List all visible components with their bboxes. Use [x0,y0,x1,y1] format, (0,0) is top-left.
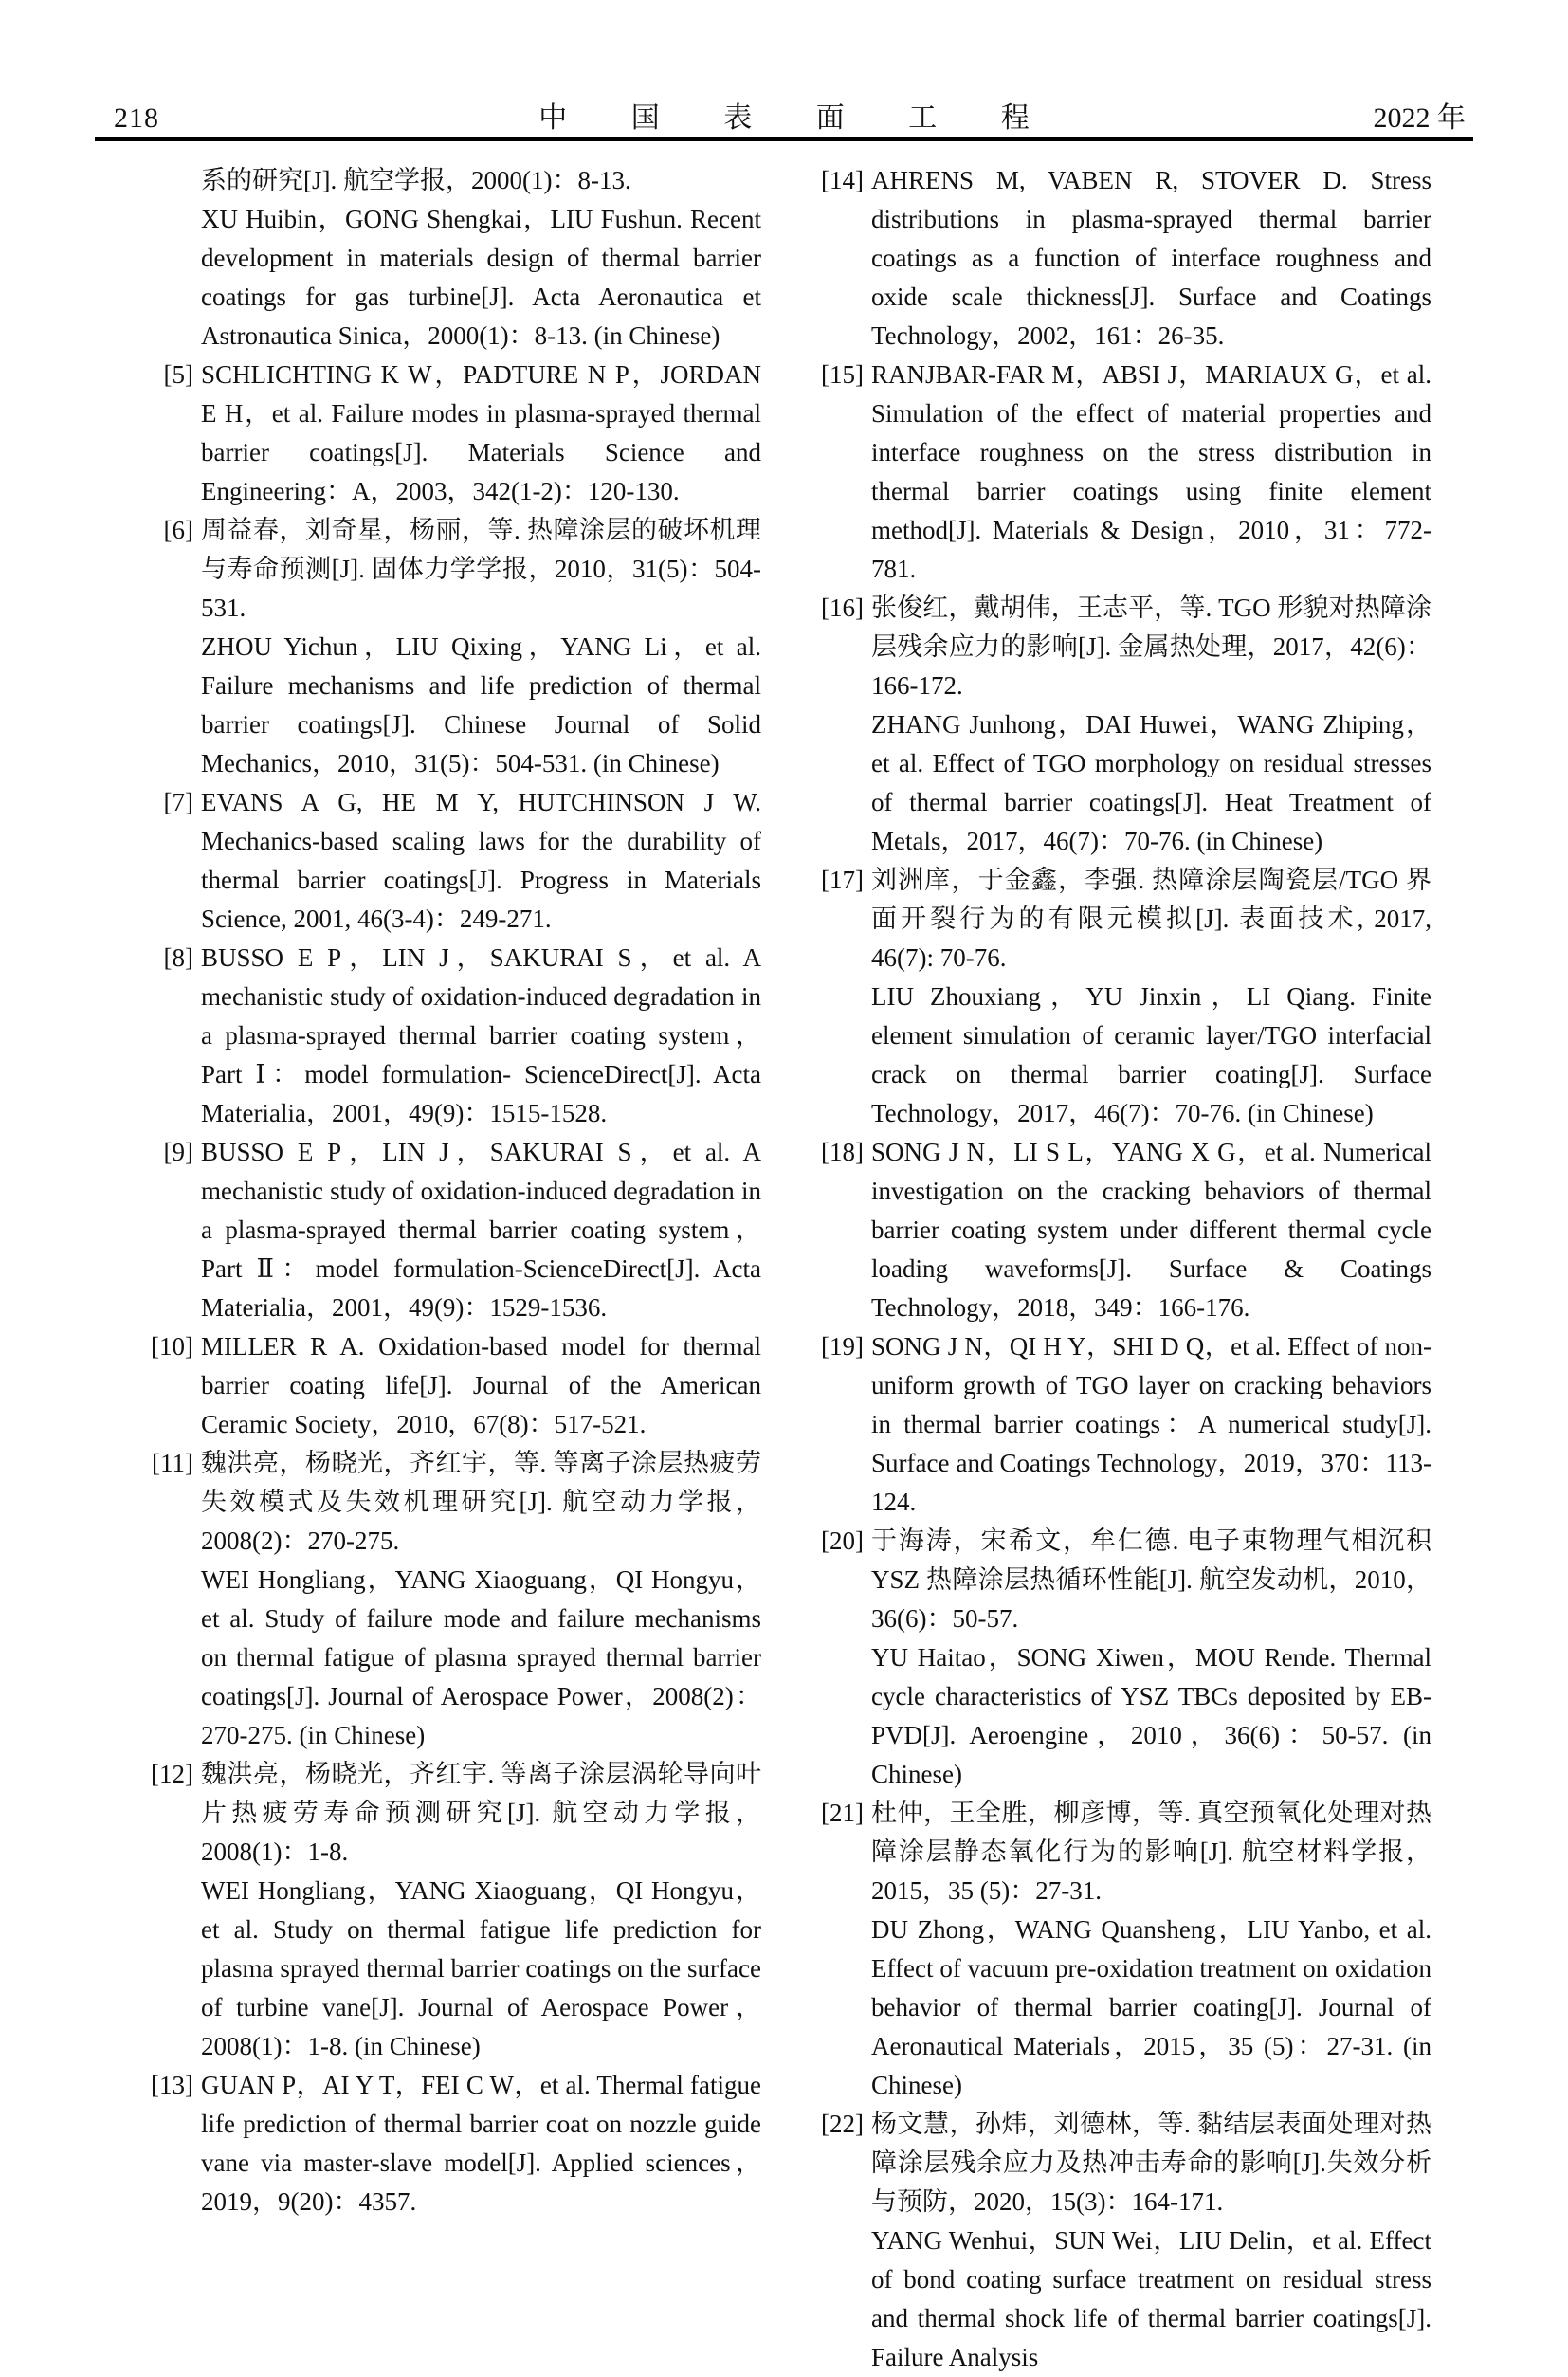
reference-item [811,1133,1431,1327]
reference-item [811,861,1431,1133]
reference-body [201,1444,761,1755]
reference-label: [20] [821,1527,864,1555]
reference-label: [22] [821,2110,864,2138]
reference-item [140,511,761,783]
reference-body [201,356,761,511]
reference-item [140,2066,761,2222]
reference-body [201,2066,761,2222]
reference-paragraph: 张俊红，戴胡伟，王志平，等. TGO 形貌对热障涂层残余应力的影响[J]. 金属热处理，2017，42(6)：166-172. [871,594,1431,700]
reference-label: [6] [163,516,193,544]
reference-paragraph: MILLER R A. Oxidation-based model for thermal barrier coating life[J]. Journal of the American Ceramic Society，2010，67(8)：517-521. [201,1332,761,1438]
reference-paragraph: 于海涛，宋希文，牟仁德. 电子束物理气相沉积 YSZ 热障涂层热循环性能[J]. 航空发动机，2010，36(6)：50-57. [871,1527,1431,1633]
reference-paragraph: BUSSO E P，LIN J，SAKURAI S，et al. A mechanistic study of oxidation-induced degradation in a plasma-sprayed thermal barrier coating system，Part Ⅰ：model formulation- ScienceDirect[J]. Acta Materialia，2001，49(9)：1515-1528. [201,943,761,1127]
reference-paragraph: SCHLICHTING K W，PADTURE N P，JORDAN E H，et al. Failure modes in plasma-sprayed thermal barrier coatings[J]. Materials Science and Engineering：A，2003，342(1-2)：120-130. [201,360,761,505]
reference-paragraph: BUSSO E P，LIN J，SAKURAI S，et al. A mechanistic study of oxidation-induced degradation in a plasma-sprayed thermal barrier coating system，Part Ⅱ：model formulation-ScienceDirect[J]. Acta Materialia，2001，49(9)：1529-1536. [201,1138,761,1322]
reference-paragraph: GUAN P，AI Y T，FEI C W，et al. Thermal fatigue life prediction of thermal barrier coat on nozzle guide vane via master-slave model[J]. Applied sciences，2019，9(20)：4357. [201,2071,761,2216]
reference-label: [13] [151,2071,193,2099]
reference-body [201,1327,761,1444]
reference-label: [15] [821,360,864,389]
reference-body [871,1522,1431,1794]
reference-body [201,161,761,356]
reference-label: [17] [821,866,864,894]
reference-label: [10] [151,1332,193,1361]
reference-item [811,1327,1431,1522]
reference-label: [11] [152,1449,193,1477]
references-column-right [811,161,1431,2377]
reference-item [140,1327,761,1444]
reference-body [871,861,1431,1133]
reference-paragraph: ZHANG Junhong，DAI Huwei，WANG Zhiping，et al. Effect of TGO morphology on residual stresses of thermal barrier coatings[J]. Heat Treatment of Metals，2017，46(7)：70-76. (in Chinese) [871,710,1431,855]
reference-item [811,1522,1431,1794]
reference-label: [21] [821,1799,864,1827]
reference-paragraph: RANJBAR-FAR M，ABSI J，MARIAUX G，et al. Simulation of the effect of material properties and interface roughness on the stress distribution in thermal barrier coatings using finite element method[J]. Materials & Design，2010，31：772-781. [871,360,1431,583]
journal-title: 中 国 表 面 工 程 [538,102,1058,134]
reference-item [140,783,761,939]
reference-paragraph: 系的研究[J]. 航空学报，2000(1)：8-13. [201,166,631,194]
reference-body [871,161,1431,356]
reference-label: [19] [821,1332,864,1361]
reference-paragraph: WEI Hongliang，YANG Xiaoguang，QI Hongyu，et al. Study on thermal fatigue life prediction for plasma sprayed thermal barrier coatings on the surface of turbine vane[J]. Journal of Aerospace Power，2008(1)：1-8. (in Chinese) [201,1876,761,2060]
reference-item [140,1133,761,1327]
reference-paragraph: 魏洪亮，杨晓光，齐红宇. 等离子涂层涡轮导向叶片热疲劳寿命预测研究[J]. 航空动力学报，2008(1)：1-8. [201,1760,761,1866]
reference-body [201,939,761,1133]
reference-paragraph: LIU Zhouxiang，YU Jinxin，LI Qiang. Finite element simulation of ceramic layer/TGO interfacial crack on thermal barrier coating[J]. Surface Technology，2017，46(7)：70-76. (in Chinese) [871,982,1431,1127]
reference-item [140,161,761,356]
reference-body [871,1327,1431,1522]
reference-paragraph: ZHOU Yichun，LIU Qixing，YANG Li，et al. Failure mechanisms and life prediction of thermal barrier coatings[J]. Chinese Journal of Solid Mechanics，2010，31(5)：504-531. (in Chinese) [201,632,761,777]
reference-item [811,356,1431,589]
reference-body [871,1794,1431,2105]
references-column-left [140,161,761,2377]
reference-paragraph: YANG Wenhui，SUN Wei，LIU Delin，et al. Effect of bond coating surface treatment on residual stress and thermal shock life of thermal barrier coatings[J]. Failure Analysis [871,2226,1431,2371]
reference-body [201,1755,761,2066]
reference-item [811,2105,1431,2377]
reference-label: [5] [163,360,193,389]
reference-body [871,2105,1431,2377]
reference-item [811,589,1431,861]
reference-item [811,1794,1431,2105]
page-number: 218 [114,102,159,134]
references-section [140,161,1431,2377]
reference-paragraph: 魏洪亮，杨晓光，齐红宇，等. 等离子涂层热疲劳失效模式及失效机理研究[J]. 航空动力学报，2008(2)：270-275. [201,1449,761,1555]
reference-body [201,1133,761,1327]
reference-paragraph: 杨文慧，孙炜，刘德林，等. 黏结层表面处理对热障涂层残余应力及热冲击寿命的影响[J].失效分析与预防，2020，15(3)：164-171. [871,2110,1431,2216]
page-header [102,99,1466,138]
reference-paragraph: 杜仲，王全胜，柳彦博，等. 真空预氧化处理对热障涂层静态氧化行为的影响[J]. 航空材料学报，2015，35 (5)：27-31. [871,1799,1431,1905]
reference-label: [9] [163,1138,193,1166]
reference-label: [14] [821,166,864,194]
reference-label: [8] [163,943,193,972]
reference-paragraph: SONG J N，LI S L，YANG X G，et al. Numerical investigation on the cracking behaviors of thermal barrier coating system under different thermal cycle loading waveforms[J]. Surface & Coatings Technology，2018，349：166-176. [871,1138,1431,1322]
reference-label: [16] [821,594,864,622]
reference-paragraph: XU Huibin，GONG Shengkai，LIU Fushun. Recent development in materials design of thermal barrier coatings for gas turbine[J]. Acta Aeronautica et Astronautica Sinica，2000(1)：8-13. (in Chinese) [201,205,761,350]
reference-item [140,939,761,1133]
reference-paragraph: SONG J N，QI H Y，SHI D Q，et al. Effect of non-uniform growth of TGO layer on cracking behaviors in thermal barrier coatings：A numerical study[J]. Surface and Coatings Technology，2019，370：113-124. [871,1332,1431,1516]
issue-year: 2022 年 [1373,102,1466,134]
reference-item [140,356,761,511]
reference-item [140,1444,761,1755]
reference-label: [18] [821,1138,864,1166]
reference-label: [12] [151,1760,193,1788]
header-rule-divider [95,137,1473,141]
reference-paragraph: WEI Hongliang，YANG Xiaoguang，QI Hongyu，et al. Study of failure mode and failure mechanisms on thermal fatigue of plasma sprayed thermal barrier coatings[J]. Journal of Aerospace Power，2008(2)：270-275. (in Chinese) [201,1565,761,1749]
reference-paragraph: DU Zhong，WANG Quansheng，LIU Yanbo, et al. Effect of vacuum pre-oxidation treatment on oxidation behavior of thermal barrier coating[J]. Journal of Aeronautical Materials，2015，35 (5)：27-31. (in Chinese) [871,1915,1431,2099]
reference-paragraph: EVANS A G, HE M Y, HUTCHINSON J W. Mechanics-based scaling laws for the durability of thermal barrier coatings[J]. Progress in Materials Science, 2001, 46(3-4)：249-271. [201,788,761,933]
reference-label: [7] [163,788,193,816]
reference-body [201,511,761,783]
reference-body [871,356,1431,589]
reference-paragraph: 刘洲庠，于金鑫，李强. 热障涂层陶瓷层/TGO 界面开裂行为的有限元模拟[J]. 表面技术, 2017, 46(7): 70-76. [871,866,1431,972]
reference-item [140,1755,761,2066]
reference-paragraph: AHRENS M, VABEN R, STOVER D. Stress distributions in plasma-sprayed thermal barrier coatings as a function of interface roughness and oxide scale thickness[J]. Surface and Coatings Technology，2002，161：26-35. [871,166,1431,350]
reference-item [811,161,1431,356]
reference-body [871,589,1431,861]
reference-body [201,783,761,939]
reference-body [871,1133,1431,1327]
reference-paragraph: 周益春，刘奇星，杨丽，等. 热障涂层的破坏机理与寿命预测[J]. 固体力学学报，2010，31(5)：504-531. [201,516,761,622]
reference-paragraph: YU Haitao，SONG Xiwen，MOU Rende. Thermal cycle characteristics of YSZ TBCs deposited by EB-PVD[J]. Aeroengine，2010，36(6)：50-57. (in Chinese) [871,1643,1431,1788]
